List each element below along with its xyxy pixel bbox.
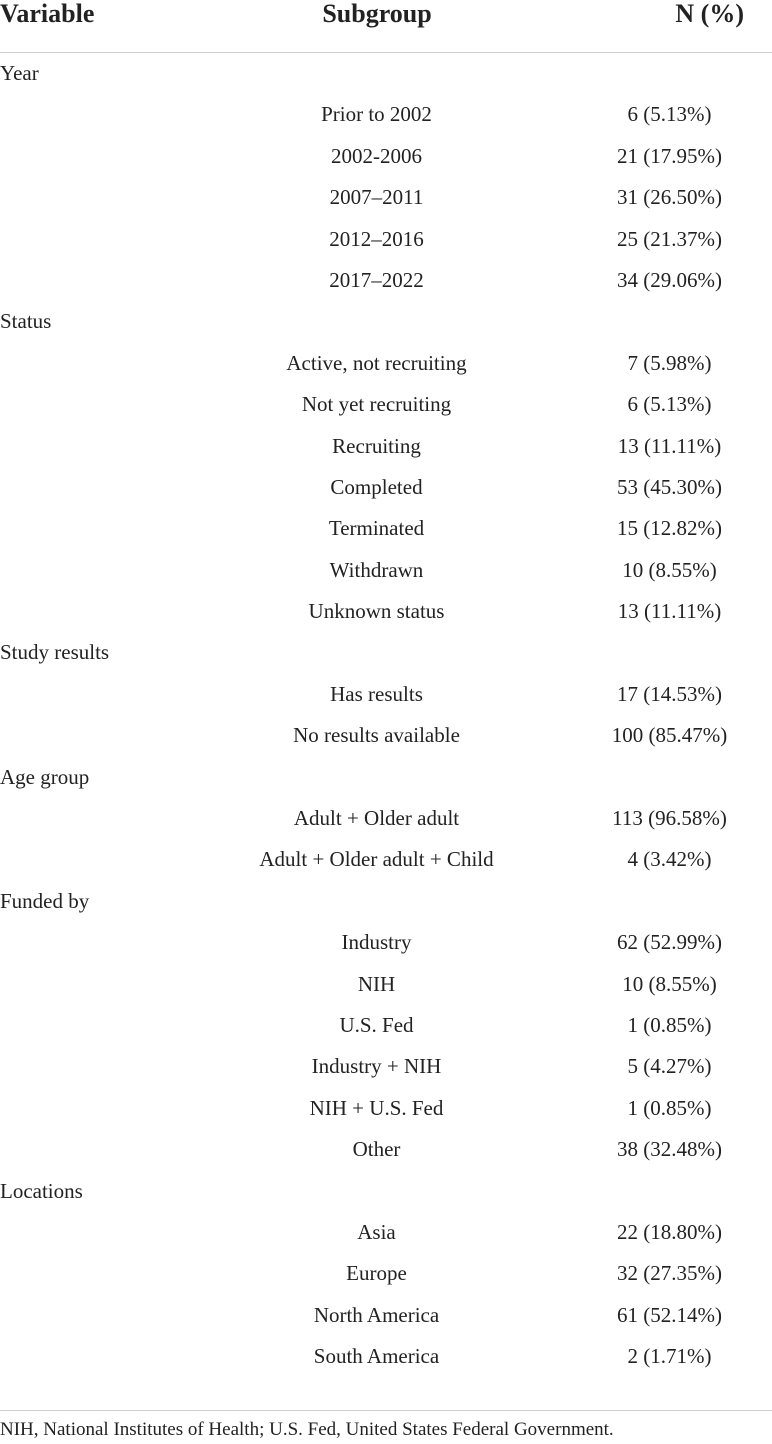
row-n-percent: 7 (5.98%) [627, 350, 712, 375]
table-row [0, 1295, 772, 1336]
row-subgroup: Europe [346, 1261, 407, 1286]
row-subgroup: No results available [293, 723, 460, 748]
table-row [0, 550, 772, 591]
row-subgroup: NIH [357, 971, 396, 996]
row-n-percent: 34 (29.06%) [617, 267, 722, 292]
table-row [0, 1212, 772, 1253]
row-variable: Funded by [0, 888, 90, 913]
table-row [0, 260, 772, 301]
row-n-percent: 61 (52.14%) [617, 1302, 722, 1327]
table-row [0, 94, 772, 135]
table-row [0, 632, 772, 673]
table-row [0, 1088, 772, 1129]
row-n-percent: 62 (52.99%) [617, 930, 722, 955]
table-body [0, 53, 772, 1378]
table-row [0, 1129, 772, 1170]
table-row [0, 1171, 772, 1212]
row-n-percent: 6 (5.13%) [627, 102, 712, 127]
row-n-percent: 53 (45.30%) [617, 474, 722, 499]
header-variable: Variable [0, 0, 95, 28]
row-n-percent: 32 (27.35%) [617, 1261, 722, 1286]
row-n-percent: 15 (12.82%) [617, 516, 722, 541]
row-n-percent: 10 (8.55%) [622, 557, 717, 582]
row-subgroup: Not yet recruiting [301, 392, 452, 417]
row-n-percent: 5 (4.27%) [627, 1054, 712, 1079]
row-n-percent: 1 (0.85%) [627, 1012, 712, 1037]
row-variable: Status [0, 309, 52, 334]
row-variable: Study results [0, 640, 110, 665]
row-subgroup: 2012–2016 [329, 226, 424, 251]
row-subgroup: Adult + Older adult [293, 806, 460, 831]
table-row [0, 1253, 772, 1294]
row-n-percent: 113 (96.58%) [612, 806, 727, 831]
row-n-percent: 31 (26.50%) [617, 185, 722, 210]
table-row [0, 798, 772, 839]
row-n-percent: 100 (85.47%) [611, 723, 728, 748]
table-row [0, 1005, 772, 1046]
row-subgroup: Completed [330, 474, 423, 499]
row-subgroup: Terminated [328, 516, 425, 541]
row-subgroup: NIH + U.S. Fed [309, 1095, 444, 1120]
row-variable: Year [0, 61, 39, 85]
table-row [0, 964, 772, 1005]
header-n-percent: N (%) [675, 0, 744, 28]
table-row [0, 1046, 772, 1087]
row-subgroup: Unknown status [308, 599, 445, 624]
table-row [0, 53, 772, 94]
row-n-percent: 13 (11.11%) [617, 599, 722, 624]
row-subgroup: 2017–2022 [329, 267, 424, 292]
row-subgroup: North America [313, 1302, 440, 1327]
table-row [0, 922, 772, 963]
table-row [0, 136, 772, 177]
row-n-percent: 22 (18.80%) [617, 1219, 722, 1244]
row-subgroup: Other [352, 1137, 401, 1162]
table-row [0, 674, 772, 715]
table-row [0, 384, 772, 425]
header-subgroup: Subgroup [322, 0, 432, 28]
row-variable: Age group [0, 764, 90, 789]
row-subgroup: South America [313, 1344, 440, 1369]
row-subgroup: Has results [330, 681, 423, 706]
row-n-percent: 4 (3.42%) [627, 847, 712, 872]
row-variable: Locations [0, 1178, 83, 1203]
table-row [0, 301, 772, 342]
row-subgroup: U.S. Fed [339, 1012, 414, 1037]
row-n-percent: 2 (1.71%) [627, 1344, 712, 1369]
row-n-percent: 17 (14.53%) [617, 681, 722, 706]
row-subgroup: 2007–2011 [329, 185, 424, 210]
table-row [0, 715, 772, 756]
table-row [0, 177, 772, 218]
row-n-percent: 25 (21.37%) [617, 226, 722, 251]
row-subgroup: Adult + Older adult + Child [259, 847, 494, 872]
row-subgroup: Withdrawn [329, 557, 424, 582]
row-n-percent: 6 (5.13%) [627, 392, 712, 417]
row-subgroup: Asia [357, 1219, 396, 1244]
table-row [0, 591, 772, 632]
table-row [0, 881, 772, 922]
row-subgroup: 2002-2006 [331, 143, 422, 168]
table-row [0, 1336, 772, 1377]
row-subgroup: Active, not recruiting [286, 350, 467, 375]
table-row [0, 343, 772, 384]
bottom-rule [0, 1410, 772, 1411]
row-n-percent: 38 (32.48%) [617, 1137, 722, 1162]
row-subgroup: Prior to 2002 [321, 102, 432, 127]
table-row [0, 839, 772, 880]
table-footnote: NIH, National Institutes of Health; U.S. Fed, United States Federal Government. [0, 1419, 614, 1440]
row-n-percent: 1 (0.85%) [627, 1095, 712, 1120]
table-row [0, 219, 772, 260]
table-row [0, 757, 772, 798]
table-row [0, 467, 772, 508]
row-n-percent: 10 (8.55%) [622, 971, 717, 996]
row-subgroup: Recruiting [332, 433, 421, 458]
row-subgroup: Industry + NIH [311, 1054, 442, 1079]
row-subgroup: Industry [341, 930, 412, 955]
table-header [0, 0, 772, 53]
table-row [0, 508, 772, 549]
row-n-percent: 21 (17.95%) [617, 143, 722, 168]
table-row [0, 426, 772, 467]
row-n-percent: 13 (11.11%) [617, 433, 722, 458]
